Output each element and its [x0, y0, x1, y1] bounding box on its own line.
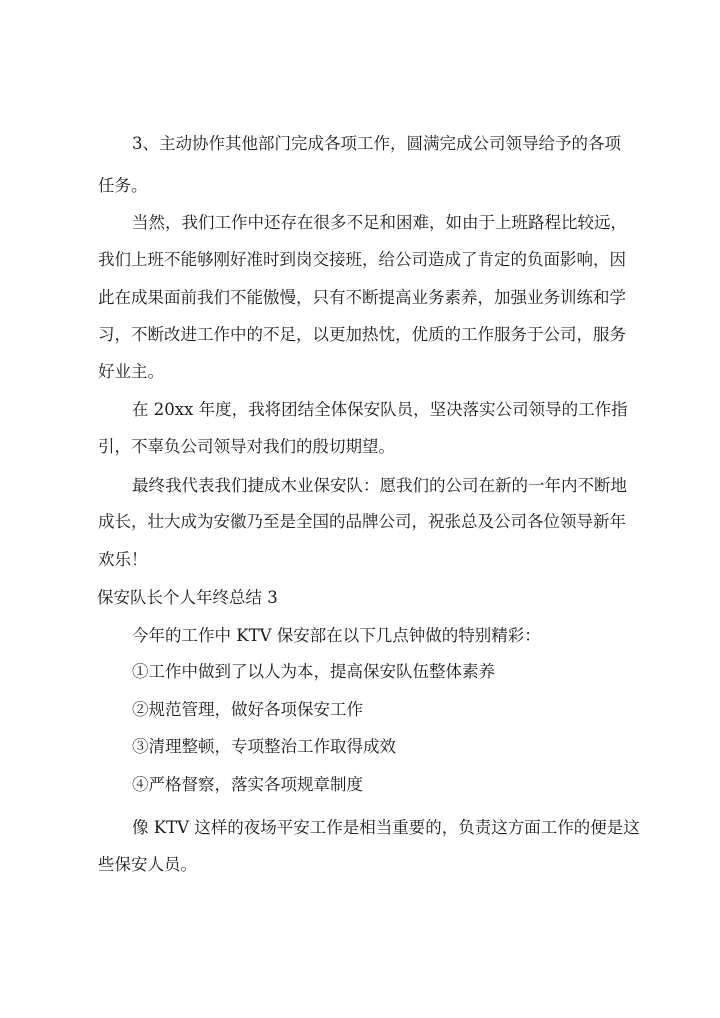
list-item: ④严格督察，落实各项规章制度 — [132, 775, 363, 794]
paragraph-line: 成长，壮大成为安徽乃至是全国的品牌公司，祝张总及公司各位领导新年 — [98, 512, 626, 531]
paragraph-line: 今年的工作中 KTV 保安部在以下几点钟做的特别精彩： — [132, 626, 541, 645]
list-item: ③清理整顿，专项整治工作取得成效 — [132, 737, 396, 756]
paragraph-line: 此在成果面前我们不能傲慢，只有不断提高业务素养，加强业务训练和学 — [98, 288, 626, 307]
paragraph-line: 好业主。 — [98, 362, 164, 381]
paragraph-line: 引，不辜负公司领导对我们的殷切期望。 — [98, 437, 395, 456]
paragraph-line: 当然，我们工作中还存在很多不足和困难，如由于上班路程比较远， — [132, 213, 627, 232]
paragraph-line: 欢乐！ — [98, 550, 148, 569]
list-item: ②规范管理，做好各项保安工作 — [132, 700, 363, 719]
paragraph-line: 3、主动协作其他部门完成各项工作，圆满完成公司领导给予的各项 — [132, 134, 621, 153]
paragraph-line: 我们上班不能够刚好准时到岗交接班，给公司造成了肯定的负面影响，因 — [98, 250, 626, 269]
paragraph-line: 像 KTV 这样的夜场平安工作是相当重要的，负责这方面工作的便是这 — [132, 818, 640, 837]
paragraph-line: 些保安人员。 — [98, 855, 197, 874]
section-title: 保安队长个人年终总结 3 — [97, 588, 278, 607]
paragraph-line: 最终我代表我们捷成木业保安队：愿我们的公司在新的一年内不断地 — [132, 476, 627, 495]
paragraph-line: 习，不断改进工作中的不足，以更加热忱，优质的工作服务于公司，服务 — [98, 325, 626, 344]
paragraph-line: 在 20xx 年度，我将团结全体保安队员，坚决落实公司领导的工作指 — [132, 400, 628, 419]
list-item: ①工作中做到了以人为本，提高保安队伍整体素养 — [132, 662, 495, 681]
paragraph-line: 任务。 — [98, 176, 148, 195]
